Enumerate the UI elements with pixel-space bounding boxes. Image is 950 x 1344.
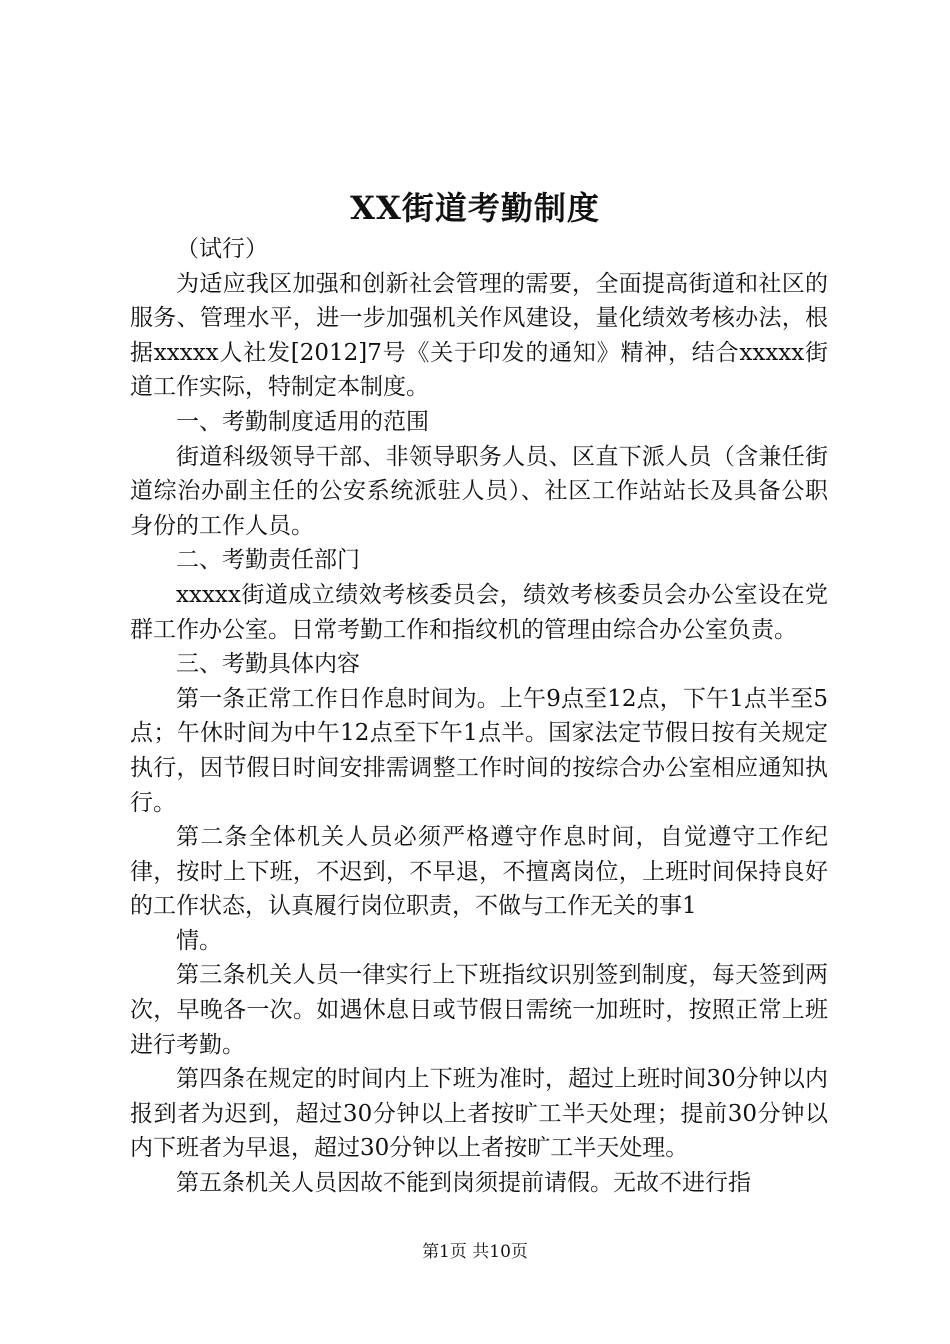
document-title: XX街道考勤制度 [350,189,600,227]
paragraph-article-5: 第五条机关人员因故不能到岗须提前请假。无故不进行指 [176,1170,751,1197]
paragraph-trial-note: （试行） [176,236,268,262]
paragraph-article-1: 第一条正常工作日作息时间为。上午9点至12点，下午1点半至5点；午休时间为中午12点至下午1点半。国家法定节假日按有关规定执行，因节假日时间安排需调整工作时间的按综合办公室相应通知执行。 [130,685,828,816]
section-heading-department: 二、考勤责任部门 [176,547,360,574]
paragraph-article-4: 第四条在规定的时间内上下班为准时，超过上班时间30分钟以内报到者为迟到，超过30分钟以上者按旷工半天处理；提前30分钟以内下班者为早退，超过30分钟以上者按旷工半天处理。 [130,1066,828,1162]
paragraph-intro: 为适应我区加强和创新社会管理的需要，全面提高街道和社区的服务、管理水平，进一步加强机关作风建设，量化绩效考核办法，根据xxxxx人社发[2012]7号《关于印发的通知》精神，结合xxxxx街道工作实际，特制定本制度。 [130,270,828,401]
section-heading-content: 三、考勤具体内容 [176,651,360,678]
document-body [130,232,828,1201]
section-heading-scope: 一、考勤制度适用的范围 [176,408,429,435]
paragraph-article-2: 第二条全体机关人员必须严格遵守作息时间，自觉遵守工作纪律，按时上下班，不迟到，不早退，不擅离岗位，上班时间保持良好的工作状态，认真履行岗位职责，不做与工作无关的事1 [130,824,828,920]
paragraph-article-3: 第三条机关人员一律实行上下班指纹识别签到制度，每天签到两次，早晚各一次。如遇休息日或节假日需统一加班时，按照正常上班进行考勤。 [130,962,828,1058]
paragraph-article-2-continued: 情。 [176,927,222,954]
page-number-footer: 第1页 共10页 [422,1242,528,1262]
paragraph-department: xxxxx街道成立绩效考核委员会，绩效考核委员会办公室设在党群工作办公室。日常考勤工作和指纹机的管理由综合办公室负责。 [130,581,828,643]
paragraph-scope: 街道科级领导干部、非领导职务人员、区直下派人员（含兼任街道综治办副主任的公安系统派驻人员）、社区工作站站长及具备公职身份的工作人员。 [130,443,828,539]
